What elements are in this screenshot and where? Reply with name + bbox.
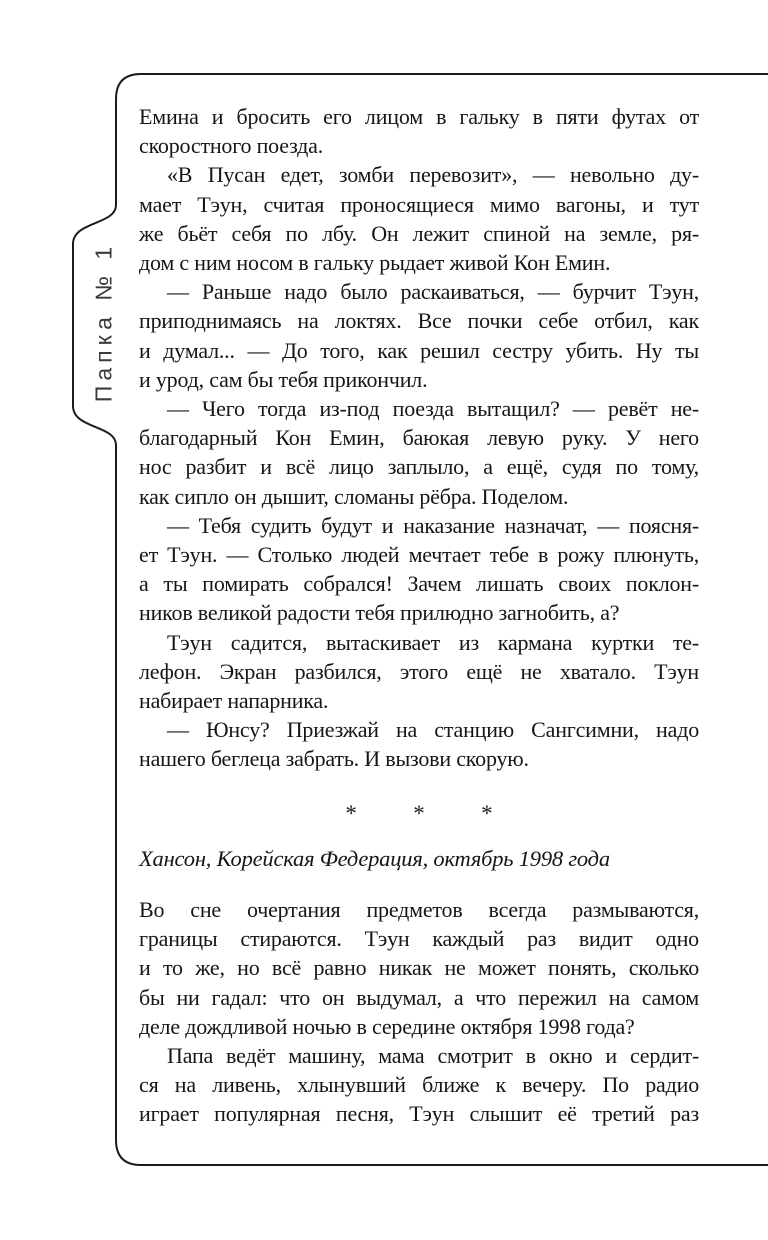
text-line: бы ни гадал: что он выдумал, а что пережил на самом — [139, 984, 699, 1010]
text-line: приподнимаясь на локтях. Все почки себе отбил, как — [139, 308, 699, 334]
text-line: и то же, но всё равно никак не может понять, сколько — [139, 955, 699, 981]
text-line: Папа ведёт машину, мама смотрит в окно и сердит- — [167, 1043, 699, 1069]
text-line: как сипло он дышит, сломаны рёбра. Поделом. — [139, 483, 569, 509]
text-line: и урод, сам бы тебя прикончил. — [139, 366, 428, 392]
paragraph — [139, 1041, 699, 1129]
paragraph — [139, 895, 699, 1041]
text-line: — Тебя судить будут и наказание назначат, — поясня- — [167, 512, 699, 538]
text-line: ет Тэун. — Столько людей мечтает тебе в рожу плюнуть, — [139, 542, 699, 568]
text-line: а ты помирать собрался! Зачем лишать своих поклон- — [139, 571, 699, 597]
text-line: — Раньше надо было раскаиваться, — бурчит Тэун, — [167, 279, 699, 305]
text-line: же бьёт себя по лбу. Он лежит спиной на земле, ря- — [139, 220, 699, 246]
text-line: Емина и бросить его лицом в гальку в пяти футах от — [139, 104, 699, 129]
text-line: Во сне очертания предметов всегда размываются, — [139, 897, 699, 923]
text-line: нос разбит и всё лицо заплыло, а ещё, судя по тому, — [139, 454, 699, 480]
text-line: набирает напарника. — [139, 688, 329, 714]
paragraph — [139, 277, 699, 394]
text-line: нашего беглеца забрать. И вызови скорую. — [139, 746, 529, 772]
text-line: — Чего тогда из-под поезда вытащил? — ревёт не- — [167, 396, 699, 422]
text-line: дом с ним носом в гальку рыдает живой Кон Емин. — [139, 250, 611, 276]
paragraph — [139, 628, 699, 716]
text-line: ников великой радости тебя прилюдно загнобить, а? — [139, 600, 620, 626]
text-line: и думал... — До того, как решил сестру убить. Ну ты — [139, 337, 699, 363]
text-line: «В Пусан едет, зомби перевозит», — невольно ду- — [167, 162, 699, 188]
section-separator: * * * — [345, 800, 518, 826]
text-line: скоростного поезда. — [139, 133, 324, 159]
text-line: благодарный Кон Емин, баюкая левую руку. У него — [139, 425, 699, 451]
scene-heading: Хансон, Корейская Федерация, октябрь 1998 года — [139, 845, 610, 871]
folder-tab-label: Папка № 1 — [90, 241, 117, 403]
text-column — [139, 102, 699, 1129]
paragraph — [139, 715, 699, 773]
text-line: Тэун садится, вытаскивает из кармана куртки те- — [167, 629, 699, 655]
text-line: ся на ливень, хлынувший ближе к вечеру. По радио — [139, 1072, 699, 1098]
text-line: лефон. Экран разбился, этого ещё не хватало. Тэун — [139, 658, 699, 684]
paragraph — [139, 102, 699, 160]
paragraph — [139, 511, 699, 628]
text-line: границы стираются. Тэун каждый раз видит одно — [139, 926, 699, 952]
text-line: деле дождливой ночью в середине октября 1998 года? — [139, 1013, 635, 1039]
paragraph — [139, 160, 699, 277]
text-line: играет популярная песня, Тэун слышит её третий раз — [139, 1101, 699, 1127]
text-line: мает Тэун, считая проносящиеся мимо вагоны, и тут — [139, 191, 699, 217]
paragraph — [139, 394, 699, 511]
text-line: — Юнсу? Приезжай на станцию Сангсимни, надо — [167, 717, 699, 743]
